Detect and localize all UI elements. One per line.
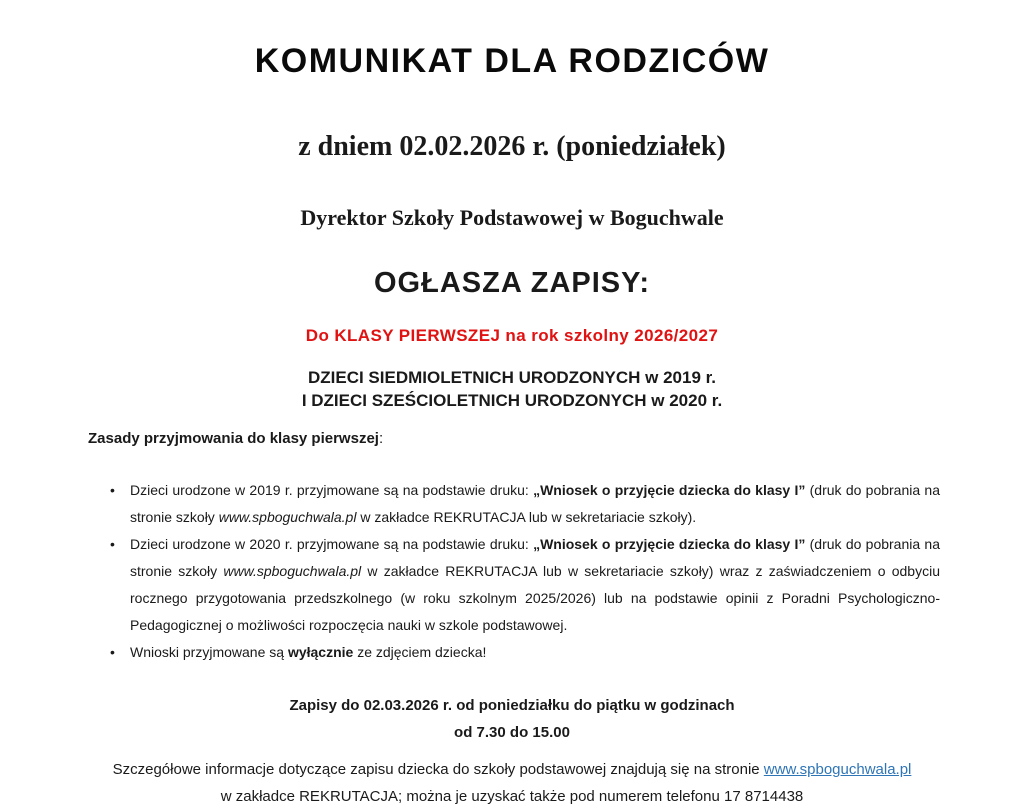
school-website-link[interactable]: www.spboguchwala.pl [763,761,912,778]
bullet3-text-pre: Wnioski przyjmowane są [130,644,288,660]
list-item [130,531,940,639]
schedule-line-2: od 7.30 do 15.00 [454,724,570,741]
info-line-2: w zakładce REKRUTACJA; można je uzyskać także pod numerem telefonu 17 8714438 [220,788,804,805]
schedule-line-1: Zapisy do 02.03.2026 r. od poniedziałku do piątku w godzinach [289,697,735,714]
enrollment-schedule [0,692,1024,746]
rules-heading [88,430,1024,447]
rules-heading-colon: : [378,430,384,447]
list-item [130,477,940,531]
children-age-heading [0,366,1024,412]
list-item [130,639,940,666]
announce-heading: OGŁASZA ZAPISY: [374,267,650,299]
info-text: Szczegółowe informacje dotyczące zapisu dziecka do szkoły podstawowej znajdują się na stronie [112,761,764,778]
bullet2-text-post: w zakładce REKRUTACJA lub w sekretariacie szkoły) wraz z zaświadczeniem o odbyciu rocznego przygotowania przedszkolnego (w roku szkolnym 2025/2026) lub na podstawie opinii z Poradni Psychologiczno-Pedagogicznej o możliwości rozpoczęcia nauki w szkole podstawowej. [130,563,940,633]
date-heading: z dniem 02.02.2026 r. (poniedziałek) [298,131,726,162]
director-heading: Dyrektor Szkoły Podstawowej w Boguchwale [300,205,724,230]
children-line-1: DZIECI SIEDMIOLETNICH URODZONYCH w 2019 r. [307,368,717,387]
children-line-2: I DZIECI SZEŚCIOLETNICH URODZONYCH w 2020 r. [301,391,723,410]
bullet2-text-bold: „Wniosek o przyjęcie dziecka do klasy I” [533,536,806,552]
bullet1-site-text: www.spboguchwala.pl [218,509,357,525]
bullet1-text-pre: Dzieci urodzone w 2019 r. przyjmowane są na podstawie druku: [130,482,534,498]
bullet1-text-bold: „Wniosek o przyjęcie dziecka do klasy I” [533,482,806,498]
page-title: KOMUNIKAT DLA RODZICÓW [254,42,770,80]
bullet3-text-bold: wyłącznie [287,644,354,660]
bullet1-text-mid: (druk do pobrania na stronie szkoły [130,482,941,525]
bullet2-text-mid: (druk do pobrania na stronie szkoły [130,536,941,579]
info-line-1 [0,756,1024,783]
bullet1-text-post: w zakładce REKRUTACJA lub w sekretariacie szkoły). [356,509,697,525]
rules-heading-text: Zasady przyjmowania do klasy pierwszej [88,430,379,447]
rules-list [0,477,1024,666]
bullet2-text-pre: Dzieci urodzone w 2020 r. przyjmowane są na podstawie druku: [130,536,534,552]
bullet2-site-text: www.spboguchwala.pl [223,563,362,579]
bullet3-text-post: ze zdjęciem dziecka! [353,644,487,660]
class-year-heading: Do KLASY PIERWSZEJ na rok szkolny 2026/2027 [305,326,719,345]
additional-info [0,756,1024,810]
